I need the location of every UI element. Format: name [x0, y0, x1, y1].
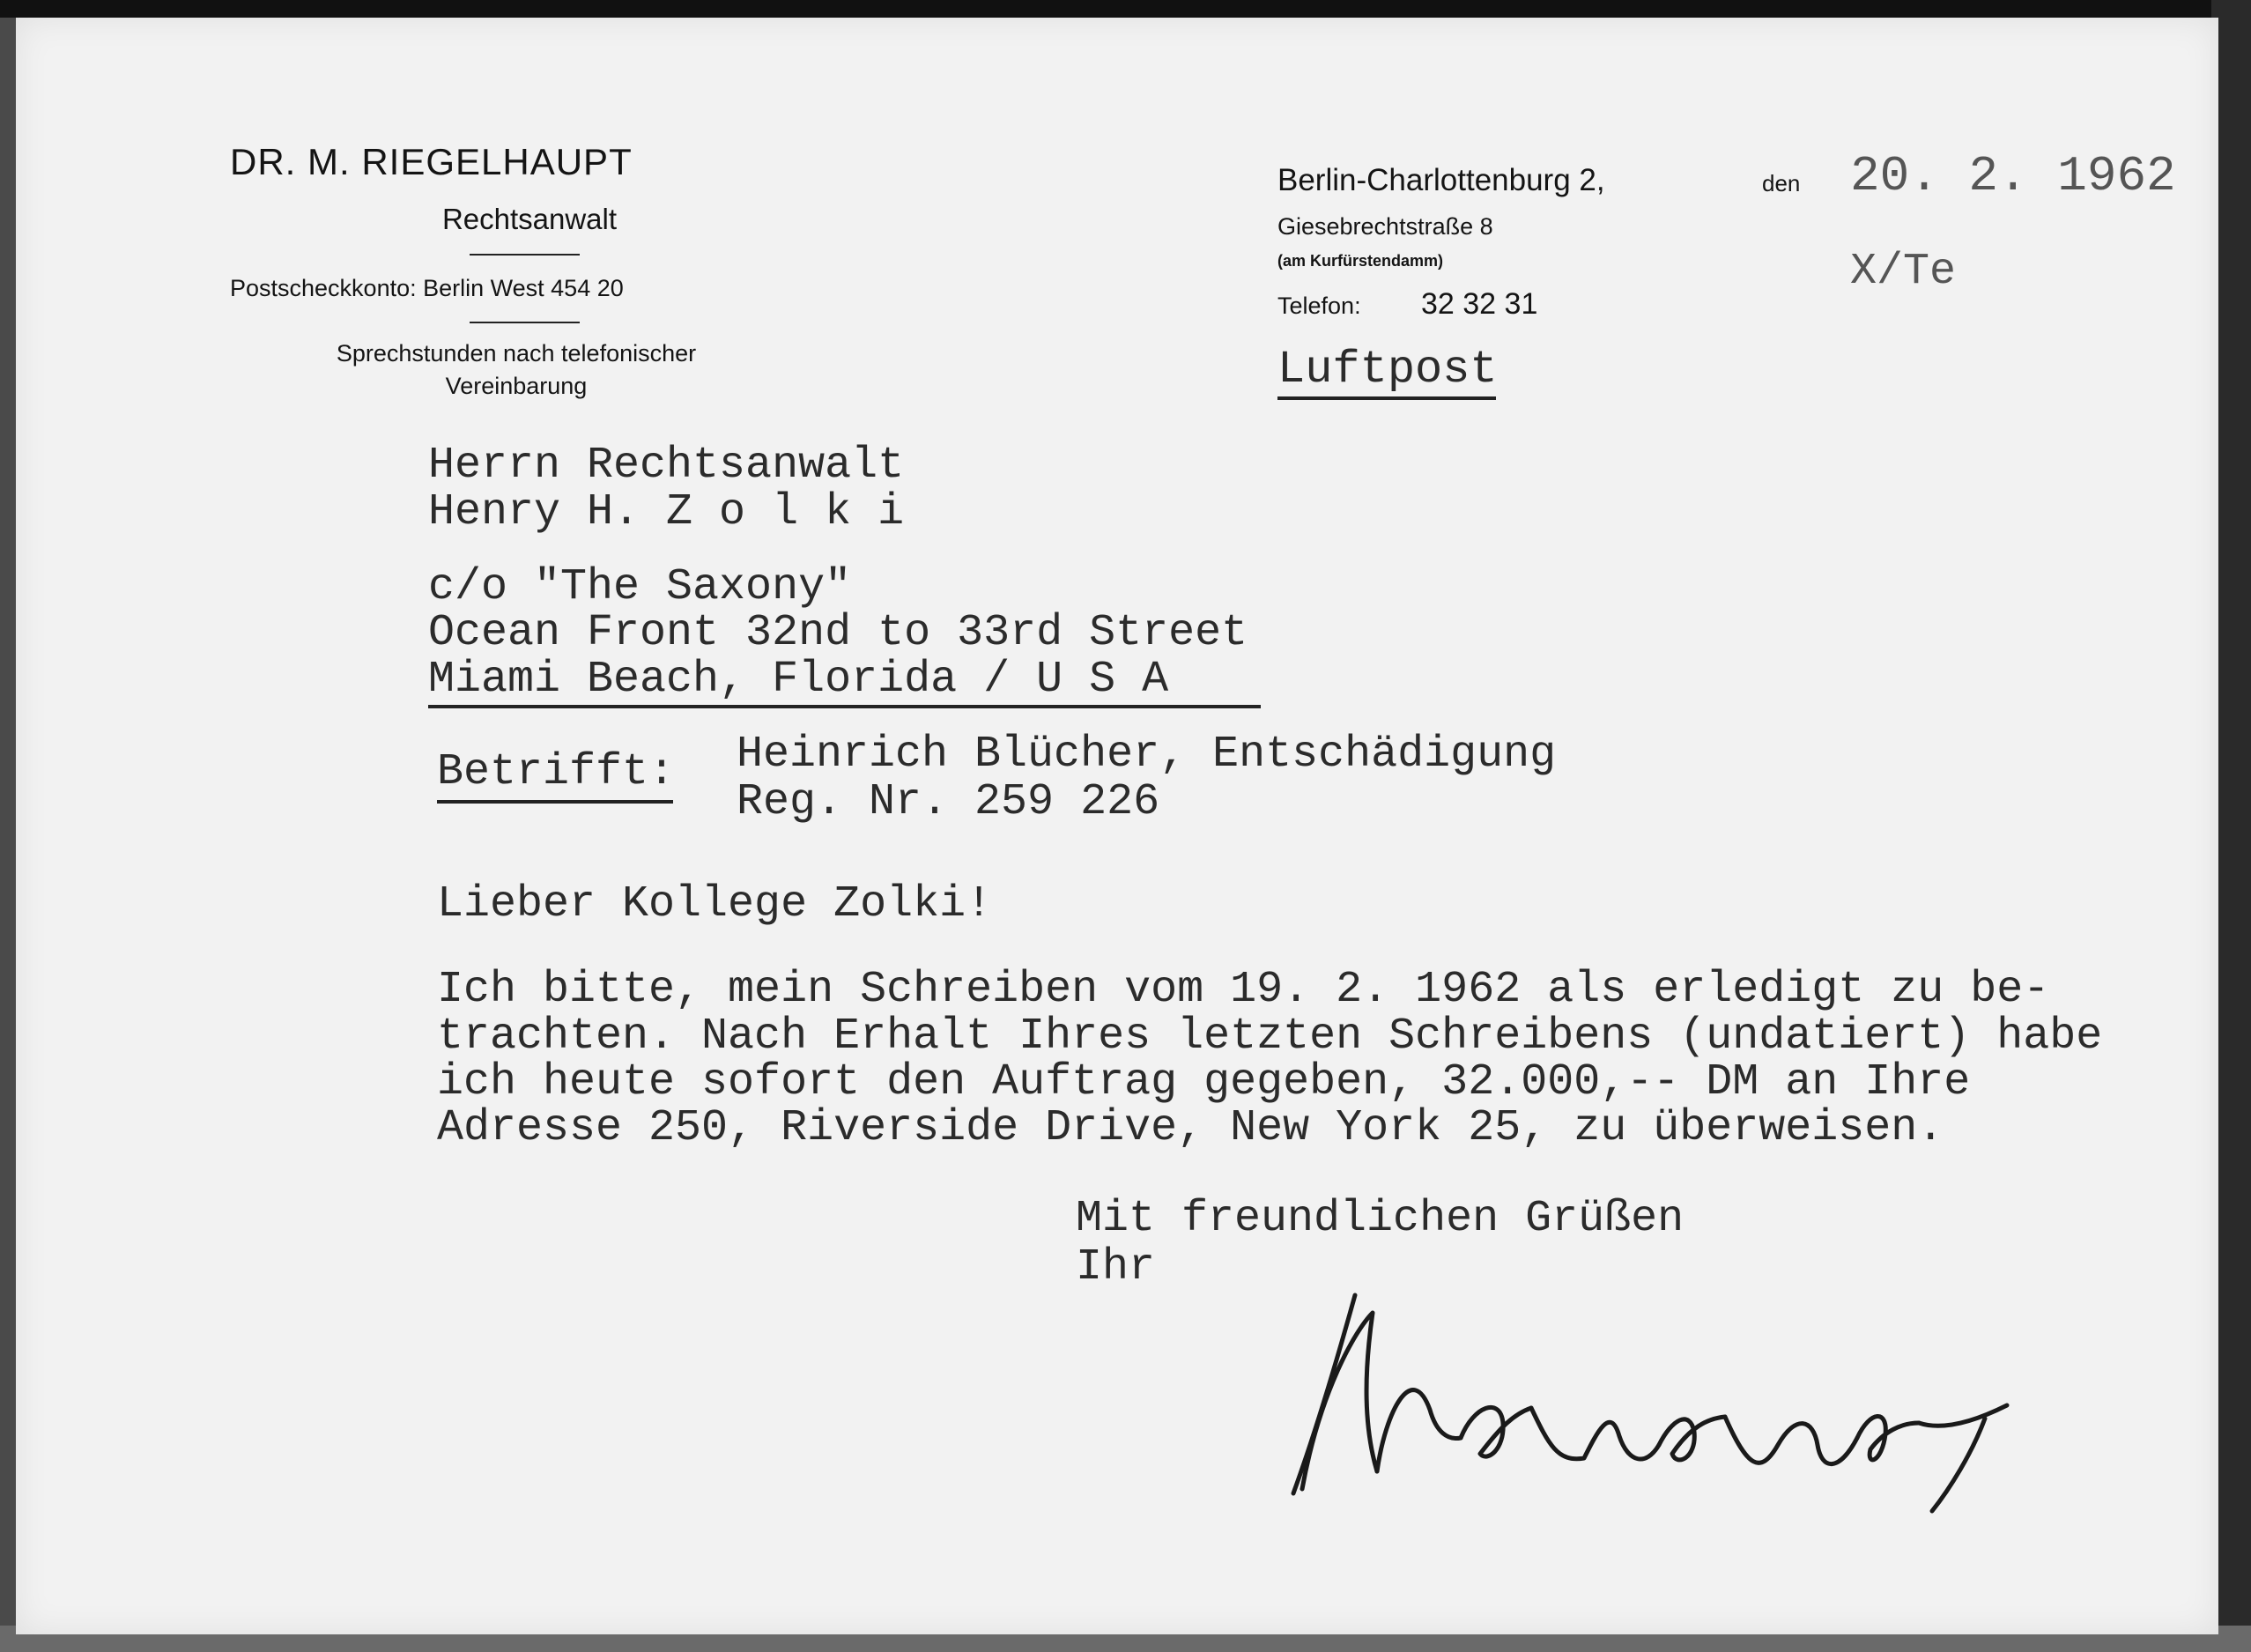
body-line: trachten. Nach Erhalt Ihres letzten Schreibens (undatiert) habe	[437, 1011, 2103, 1062]
sender-city: Berlin-Charlottenburg 2,	[1277, 163, 1605, 197]
letterhead-divider	[470, 322, 580, 323]
salutation: Lieber Kollege Zolki!	[437, 879, 993, 930]
recipient-line: c/o "The Saxony"	[428, 562, 852, 612]
sender-title: Rechtsanwalt	[441, 203, 618, 235]
subject-underline	[437, 800, 673, 804]
airmail-underline	[1277, 396, 1496, 400]
scan-border-top	[0, 0, 2251, 18]
phone-number: 32 32 31	[1421, 287, 1538, 321]
closing-ihr: Ihr	[1076, 1242, 1156, 1293]
recipient-line: Herrn Rechtsanwalt	[428, 441, 905, 491]
postal-account: Postscheckkonto: Berlin West 454 20	[230, 275, 624, 301]
body-line: Ich bitte, mein Schreiben vom 19. 2. 1962 als erledigt zu be-	[437, 965, 2050, 1015]
body-line: Adresse 250, Riverside Drive, New York 25, zu überweisen.	[437, 1103, 1944, 1153]
sender-area: (am Kurfürstendamm)	[1277, 252, 1444, 270]
address-underline	[428, 705, 1261, 708]
reference-code: X/Te	[1850, 247, 1957, 297]
body-line: ich heute sofort den Auftrag gegeben, 32.000,-- DM an Ihre	[437, 1057, 1971, 1108]
date-prefix: den	[1762, 170, 1801, 196]
recipient-line: Ocean Front 32nd to 33rd Street	[428, 608, 1248, 658]
office-hours-line2: Vereinbarung	[445, 373, 588, 399]
office-hours-line1: Sprechstunden nach telefonischer	[336, 340, 697, 367]
letter-paper	[16, 18, 2218, 1634]
airmail-label: Luftpost	[1277, 344, 1498, 396]
sender-name: DR. M. RIEGELHAUPT	[230, 141, 633, 182]
closing: Mit freundlichen Grüßen	[1076, 1194, 1685, 1244]
phone-label: Telefon:	[1277, 293, 1361, 319]
sender-street: Giesebrechtstraße 8	[1277, 213, 1493, 240]
subject-label: Betrifft:	[437, 747, 676, 797]
subject-registration: Reg. Nr. 259 226	[737, 777, 1160, 827]
signature	[1249, 1207, 2077, 1524]
recipient-line: Miami Beach, Florida / U S A	[428, 655, 1169, 705]
recipient-line: Henry H. Z o l k i	[428, 487, 905, 537]
letterhead-divider	[470, 254, 580, 256]
letter-date: 20. 2. 1962	[1850, 148, 2176, 204]
subject-line: Heinrich Blücher, Entschädigung	[737, 730, 1557, 780]
